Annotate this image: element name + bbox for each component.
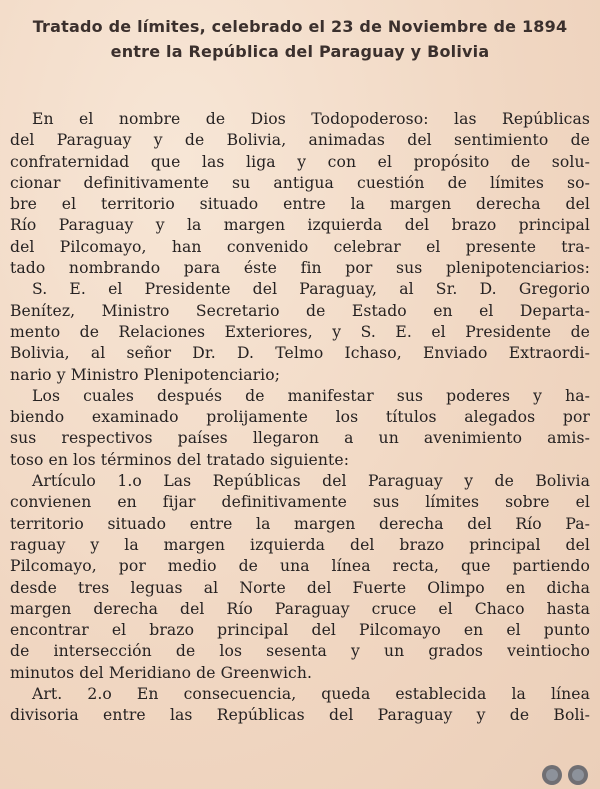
body-line: confraternidad que las liga y con el propósito de solu- bbox=[10, 152, 590, 171]
body-line: convienen en fijar definitivamente sus límites sobre el bbox=[10, 493, 590, 512]
body-line: bre el territorio situado entre la margen derecha del bbox=[10, 195, 590, 214]
body-line: nario y Ministro Plenipotenciario; bbox=[10, 365, 281, 384]
body-line: raguay y la margen izquierda del brazo principal del bbox=[10, 535, 590, 554]
body-line: En el nombre de Dios Todopoderoso: las Repúblicas bbox=[32, 110, 590, 128]
body-line: mento de Relaciones Exteriores, y S. E. el Presidente de bbox=[10, 322, 590, 341]
body-line: Benítez, Ministro Secretario de Estado en el Departa- bbox=[10, 301, 590, 320]
body-line: encontrar el brazo principal del Pilcomayo en el punto bbox=[10, 621, 590, 640]
body-line: S. E. el Presidente del Paraguay, al Sr. D. Gregorio bbox=[32, 280, 590, 299]
body-line: Los cuales después de manifestar sus poderes y ha- bbox=[32, 386, 590, 405]
title-line-2: entre la República del Paraguay y Bolivia bbox=[110, 42, 490, 61]
body-line: divisoria entre las Repúblicas del Paraguay y de Boli- bbox=[10, 706, 590, 725]
body-line: Río Paraguay y la margen izquierda del brazo principal bbox=[10, 216, 590, 235]
body-line: de intersección de los sesenta y un grados veintiocho bbox=[10, 642, 590, 661]
treaty-title bbox=[10, 14, 590, 64]
title-line-1: Tratado de límites, celebrado el 23 de Noviembre de 1894 bbox=[32, 17, 568, 36]
body-line: del Pilcomayo, han convenido celebrar el presente tra- bbox=[10, 237, 590, 256]
body-line: del Paraguay y de Bolivia, animadas del sentimiento de bbox=[10, 131, 590, 150]
body-line: Pilcomayo, por medio de una línea recta, que partiendo bbox=[10, 557, 590, 576]
body-line: tado nombrando para éste fin por sus plenipotenciarios: bbox=[10, 259, 590, 278]
body-line: toso en los términos del tratado siguiente: bbox=[10, 450, 350, 469]
treaty-body bbox=[10, 109, 590, 727]
body-line: desde tres leguas al Norte del Fuerte Olimpo en dicha bbox=[10, 578, 590, 597]
body-line: Bolivia, al señor Dr. D. Telmo Ichaso, Enviado Extraordi- bbox=[10, 344, 590, 363]
body-line: biendo examinado prolijamente los títulos alegados por bbox=[10, 408, 590, 427]
body-line: territorio situado entre la margen derecha del Río Pa- bbox=[10, 514, 590, 533]
body-line: sus respectivos países llegaron a un avenimiento amis- bbox=[10, 429, 590, 448]
archive-seal-icon bbox=[540, 763, 594, 787]
body-line: minutos del Meridiano de Greenwich. bbox=[10, 663, 313, 682]
body-line: margen derecha del Río Paraguay cruce el Chaco hasta bbox=[10, 599, 590, 618]
body-line: cionar definitivamente su antigua cuestión de límites so- bbox=[10, 173, 590, 192]
body-line: Artículo 1.o Las Repúblicas del Paraguay y de Bolivia bbox=[32, 472, 590, 491]
body-line: Art. 2.o En consecuencia, queda establecida la línea bbox=[32, 685, 590, 704]
